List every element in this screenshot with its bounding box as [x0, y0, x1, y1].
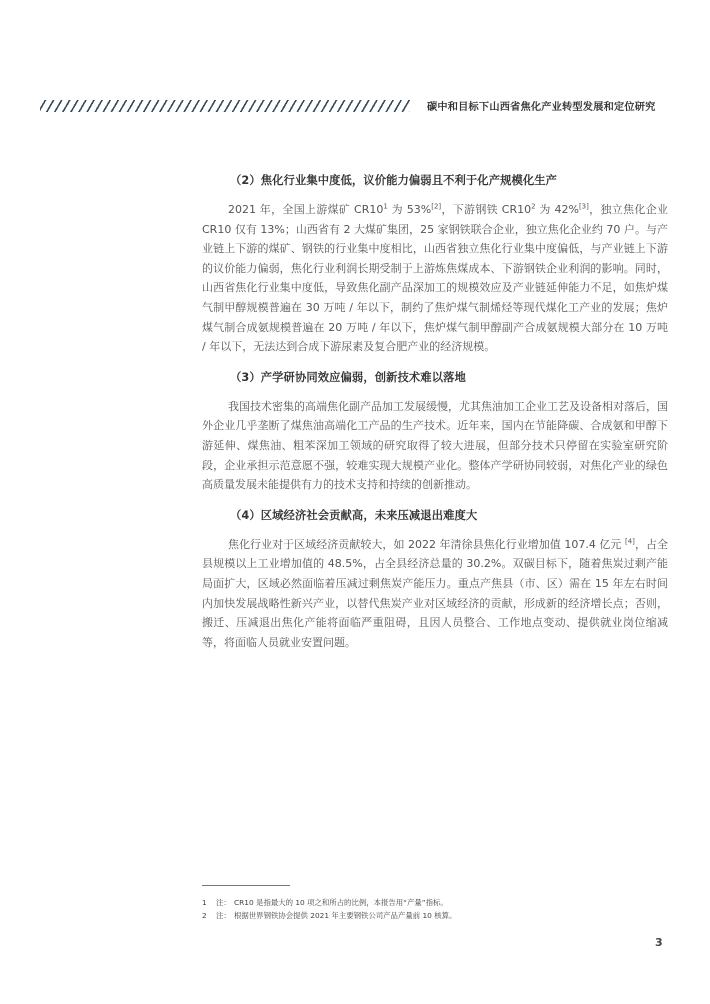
section-paragraph-3: 我国技术密集的高端焦化副产品加工发展缓慢，尤其焦油加工企业工艺及设备相对落后，国外企业几乎垄断了煤焦油高端化工产品的生产技术。近年来，国内在节能降碳、合成氨和甲醇下游延伸、煤焦油、粗苯深加工领域的研究取得了较大进展，但部分技术只停留在实验室研究阶段，企业承担示范意愿不强，较难实现大规模产业化。整体产学研协同较弱，对焦化产业的绿色高质量发展未能提供有力的技术支持和持续的创新推动。 — [202, 399, 668, 492]
footnotes — [202, 896, 662, 922]
footnote-label: 注： — [216, 911, 231, 920]
footnote-ref-1[interactable]: 1 — [383, 202, 388, 211]
citation-ref-4[interactable]: [4] — [625, 537, 635, 546]
footnote-number: 1 — [202, 898, 207, 907]
footnote-text: CR10 是指最大的 10 项之和所占的比例，本报告用“产量”指标。 — [234, 898, 448, 907]
section-paragraph-4: 焦化行业对于区域经济贡献较大，如 2022 年清徐县焦化行业增加值 107.4 亿元 [4]，占全县规模以上工业增加值的 48.5%，占全县经济总量的 30.2%。双碳目标下，随着焦炭过剩产能局面扩大，区域必然面临着压减过剩焦炭产能压力。重点产焦县（市、区）需在 15 年左右时间内加快发展战略性新兴产业，以替代焦炭产业对区域经济的贡献，形成新的经济增长点；否则，搬迁、压减退出焦化产能将面临严重阻碍，且因人员整合、工作地点变动、提供就业岗位缩减等，将面临人员就业安置问题。 — [202, 537, 669, 649]
footnote-ref-2[interactable]: 2 — [531, 202, 536, 211]
footnote-label: 注： — [216, 898, 231, 907]
footnote-item — [202, 896, 662, 909]
footnote-text: 根据世界钢铁协会提供 2021 年主要钢铁公司产品产量前 10 核算。 — [234, 911, 457, 920]
footnote-divider — [202, 885, 290, 886]
section-heading-4: （4）区域经济社会贡献高，未来压减退出难度大 — [230, 508, 478, 522]
main-content — [202, 172, 668, 664]
section-paragraph-2: 2021 年，全国上游煤矿 $CR10^1$ 为 53%[2]，下游钢铁 $CR10^2$ 为 42%[3]，独立焦化企业 CR10 仅有 13%；山西省有 2 大煤矿集团，25 家钢铁联合企业，独立焦化企业约 70 户。与产业链上下游的煤矿、钢铁的行业集中度相比，山西省独立焦化行业集中度偏低，与产业链上下游的议价能力偏弱，焦化行业利润长期受制于上游炼焦煤成本、下游钢铁企业利润的影响。同时，山西省焦化行业集中度低，导致焦化副产品深加工的规模效应及产业链延伸能力不足，如焦炉煤气制甲醇规模普遍在 30 万吨 / 年以下，制约了焦炉煤气制烯烃等现代煤化工产业的发展；焦炉煤气制合成氨规模普遍在 20 万吨 / 年以下，焦炉煤气制甲醇副产合成氨规模大部分在 10 万吨 / 年以下，无法达到合成下游尿素及复合肥产业的经济规模。 — [202, 202, 669, 354]
section-heading-3: （3）产学研协同效应偏弱，创新技术难以落地 — [230, 370, 466, 384]
footnote-item — [202, 909, 662, 922]
citation-ref-3[interactable]: [3] — [578, 202, 589, 211]
footnote-number: 2 — [202, 911, 207, 920]
citation-ref-2[interactable]: [2] — [431, 202, 442, 211]
page-number: 3 — [655, 936, 663, 949]
header-hatch-decoration — [40, 100, 410, 112]
running-header-title: 碳中和目标下山西省焦化产业转型发展和定位研究 — [427, 102, 656, 113]
section-heading-2: （2）焦化行业集中度低，议价能力偏弱且不利于化产规模化生产 — [230, 174, 558, 187]
